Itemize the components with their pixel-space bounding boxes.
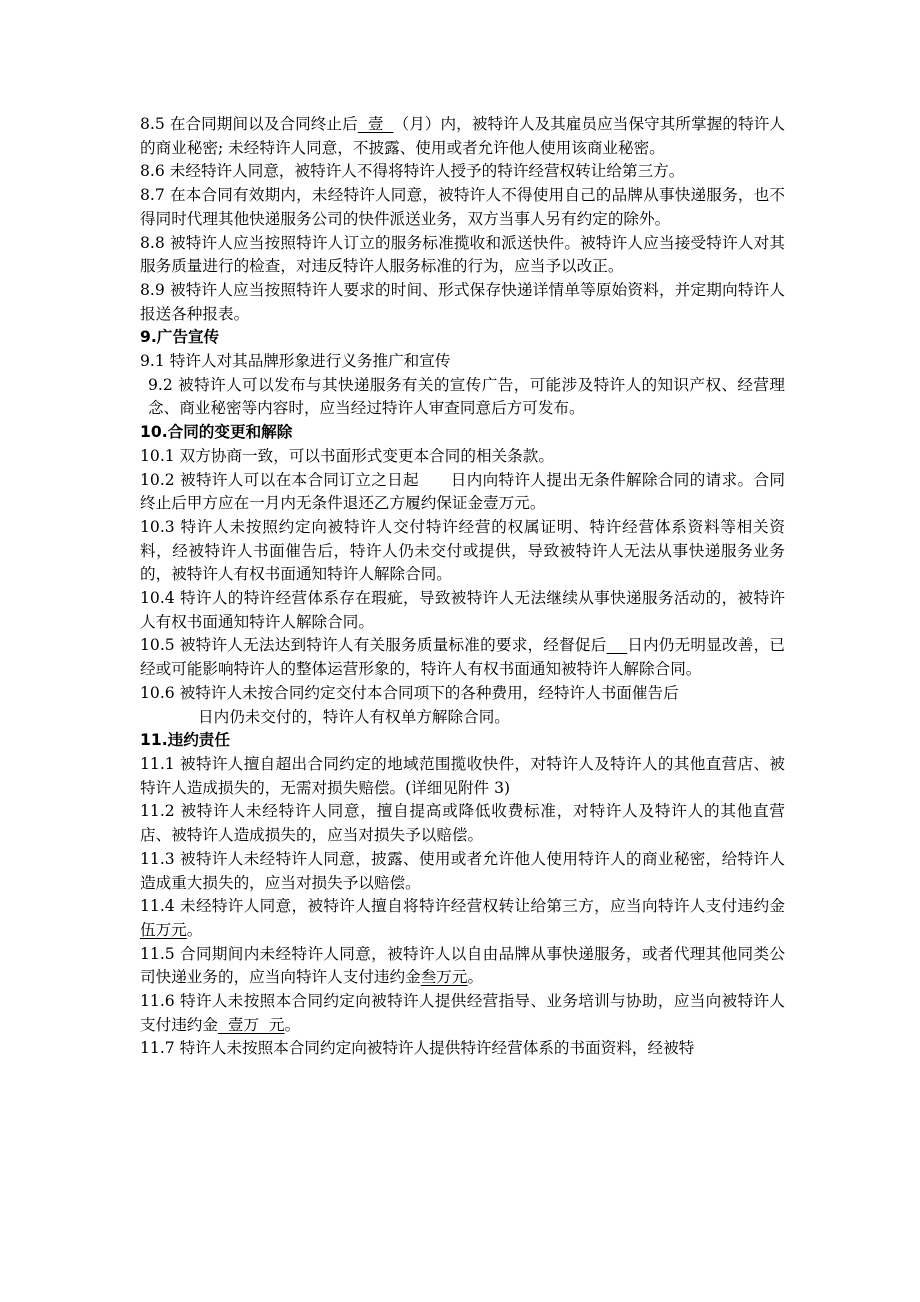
section-heading-10: 10.合同的变更和解除 — [140, 423, 293, 442]
section-heading-9: 9.广告宣传 — [140, 328, 220, 347]
clause-8-7: 8.7 在本合同有效期内，未经特许人同意，被特许人不得使用自己的品牌从事快递服务，也不得同时代理其他快递服务公司的快件派送业务，双方当事人另有约定的除外。 — [140, 186, 785, 228]
clause-8-5: 8.5 在合同期间以及合同终止后 壹 （月）内，被特许人及其雇员应当保守其所掌握的特许人的商业秘密; 未经特许人同意，不披露、使用或者允许他人使用该商业秘密。 — [140, 115, 785, 157]
underlined-amount: 伍万元 — [140, 920, 187, 939]
underlined-amount: 叁万元 — [420, 968, 468, 987]
clause-10-4: 10.4 特许人的特许经营体系存在瑕疵，导致被特许人无法继续从事快递服务活动的，被特许人有权书面通知特许人解除合同。 — [140, 589, 785, 631]
underlined-amount: 壹万 元 — [217, 1015, 285, 1034]
clause-8-6: 8.6 未经特许人同意，被特许人不得将特许人授予的特许经营权转让给第三方。 — [140, 162, 685, 181]
clause-10-3: 10.3 特许人未按照约定向被特许人交付特许经营的权属证明、特许经营体系资料等相关资料，经被特许人书面催告后，特许人仍未交付或提供，导致被特许人无法从事快递服务业务的，被特许人有权书面通知特许人解除合同。 — [140, 517, 785, 584]
clause-10-1: 10.1 双方协商一致，可以书面形式变更本合同的相关条款。 — [140, 446, 554, 465]
section-heading-11: 11.违约责任 — [140, 731, 230, 750]
clause-10-5: 10.5 被特许人无法达到特许人有关服务质量标准的要求，经督促后 日内仍无明显改善，已经或可能影响特许人的整体运营形象的，特许人有权书面通知被特许人解除合同。 — [140, 636, 785, 679]
clause-11-6: 11.6 特许人未按照本合同约定向被特许人提供经营指导、业务培训与协助，应当向被特许人支付违约金 壹万 元。 — [140, 992, 785, 1034]
clause-11-1: 11.1 被特许人擅自超出合同约定的地域范围揽收快件，对特许人及特许人的其他直营店、被特许人造成损失的，无需对损失赔偿。(详细见附件 3) — [140, 754, 785, 797]
underlined-blank — [607, 636, 628, 654]
clause-10-2: 10.2 被特许人可以在本合同订立之日起 日内向特许人提出无条件解除合同的请求。合同终止后甲方应在一月内无条件退还乙方履约保证金壹万元。 — [140, 470, 785, 513]
document-body — [140, 113, 785, 1061]
clause-11-4: 11.4 未经特许人同意，被特许人擅自将特许经营权转让给第三方，应当向特许人支付违约金伍万元。 — [140, 897, 785, 939]
clause-11-2: 11.2 被特许人未经特许人同意，擅自提高或降低收费标准，对特许人及特许人的其他直营店、被特许人造成损失的，应当对损失予以赔偿。 — [140, 802, 785, 845]
clause-11-5: 11.5 合同期间内未经特许人同意，被特许人以自由品牌从事快递服务，或者代理其他同类公司快递业务的，应当向特许人支付违约金叁万元。 — [140, 944, 785, 987]
clause-11-7: 11.7 特许人未按照本合同约定向被特许人提供特许经营体系的书面资料，经被特 — [140, 1039, 695, 1058]
clause-9-2: 9.2 被特许人可以发布与其快递服务有关的宣传广告，可能涉及特许人的知识产权、经营理念、商业秘密等内容时，应当经过特许人审查同意后方可发布。 — [148, 375, 785, 418]
underlined-blank: 壹 — [357, 115, 394, 133]
clause-11-3: 11.3 被特许人未经特许人同意，披露、使用或者允许他人使用特许人的商业秘密，给特许人造成重大损失的，应当对损失予以赔偿。 — [140, 849, 785, 892]
clause-10-6: 10.6 被特许人未按合同约定交付本合同项下的各种费用，经特许人书面催告后 日内仍未交付的，特许人有权单方解除合同。 — [140, 683, 679, 726]
clause-8-9: 8.9 被特许人应当按照特许人要求的时间、形式保存快递详情单等原始资料，并定期向特许人报送各种报表。 — [140, 280, 785, 323]
clause-9-1: 9.1 特许人对其品牌形象进行义务推广和宣传 — [140, 352, 451, 371]
clause-8-8: 8.8 被特许人应当按照特许人订立的服务标准揽收和派送快件。被特许人应当接受特许人对其服务质量进行的检查，对违反特许人服务标准的行为，应当予以改正。 — [140, 233, 785, 276]
